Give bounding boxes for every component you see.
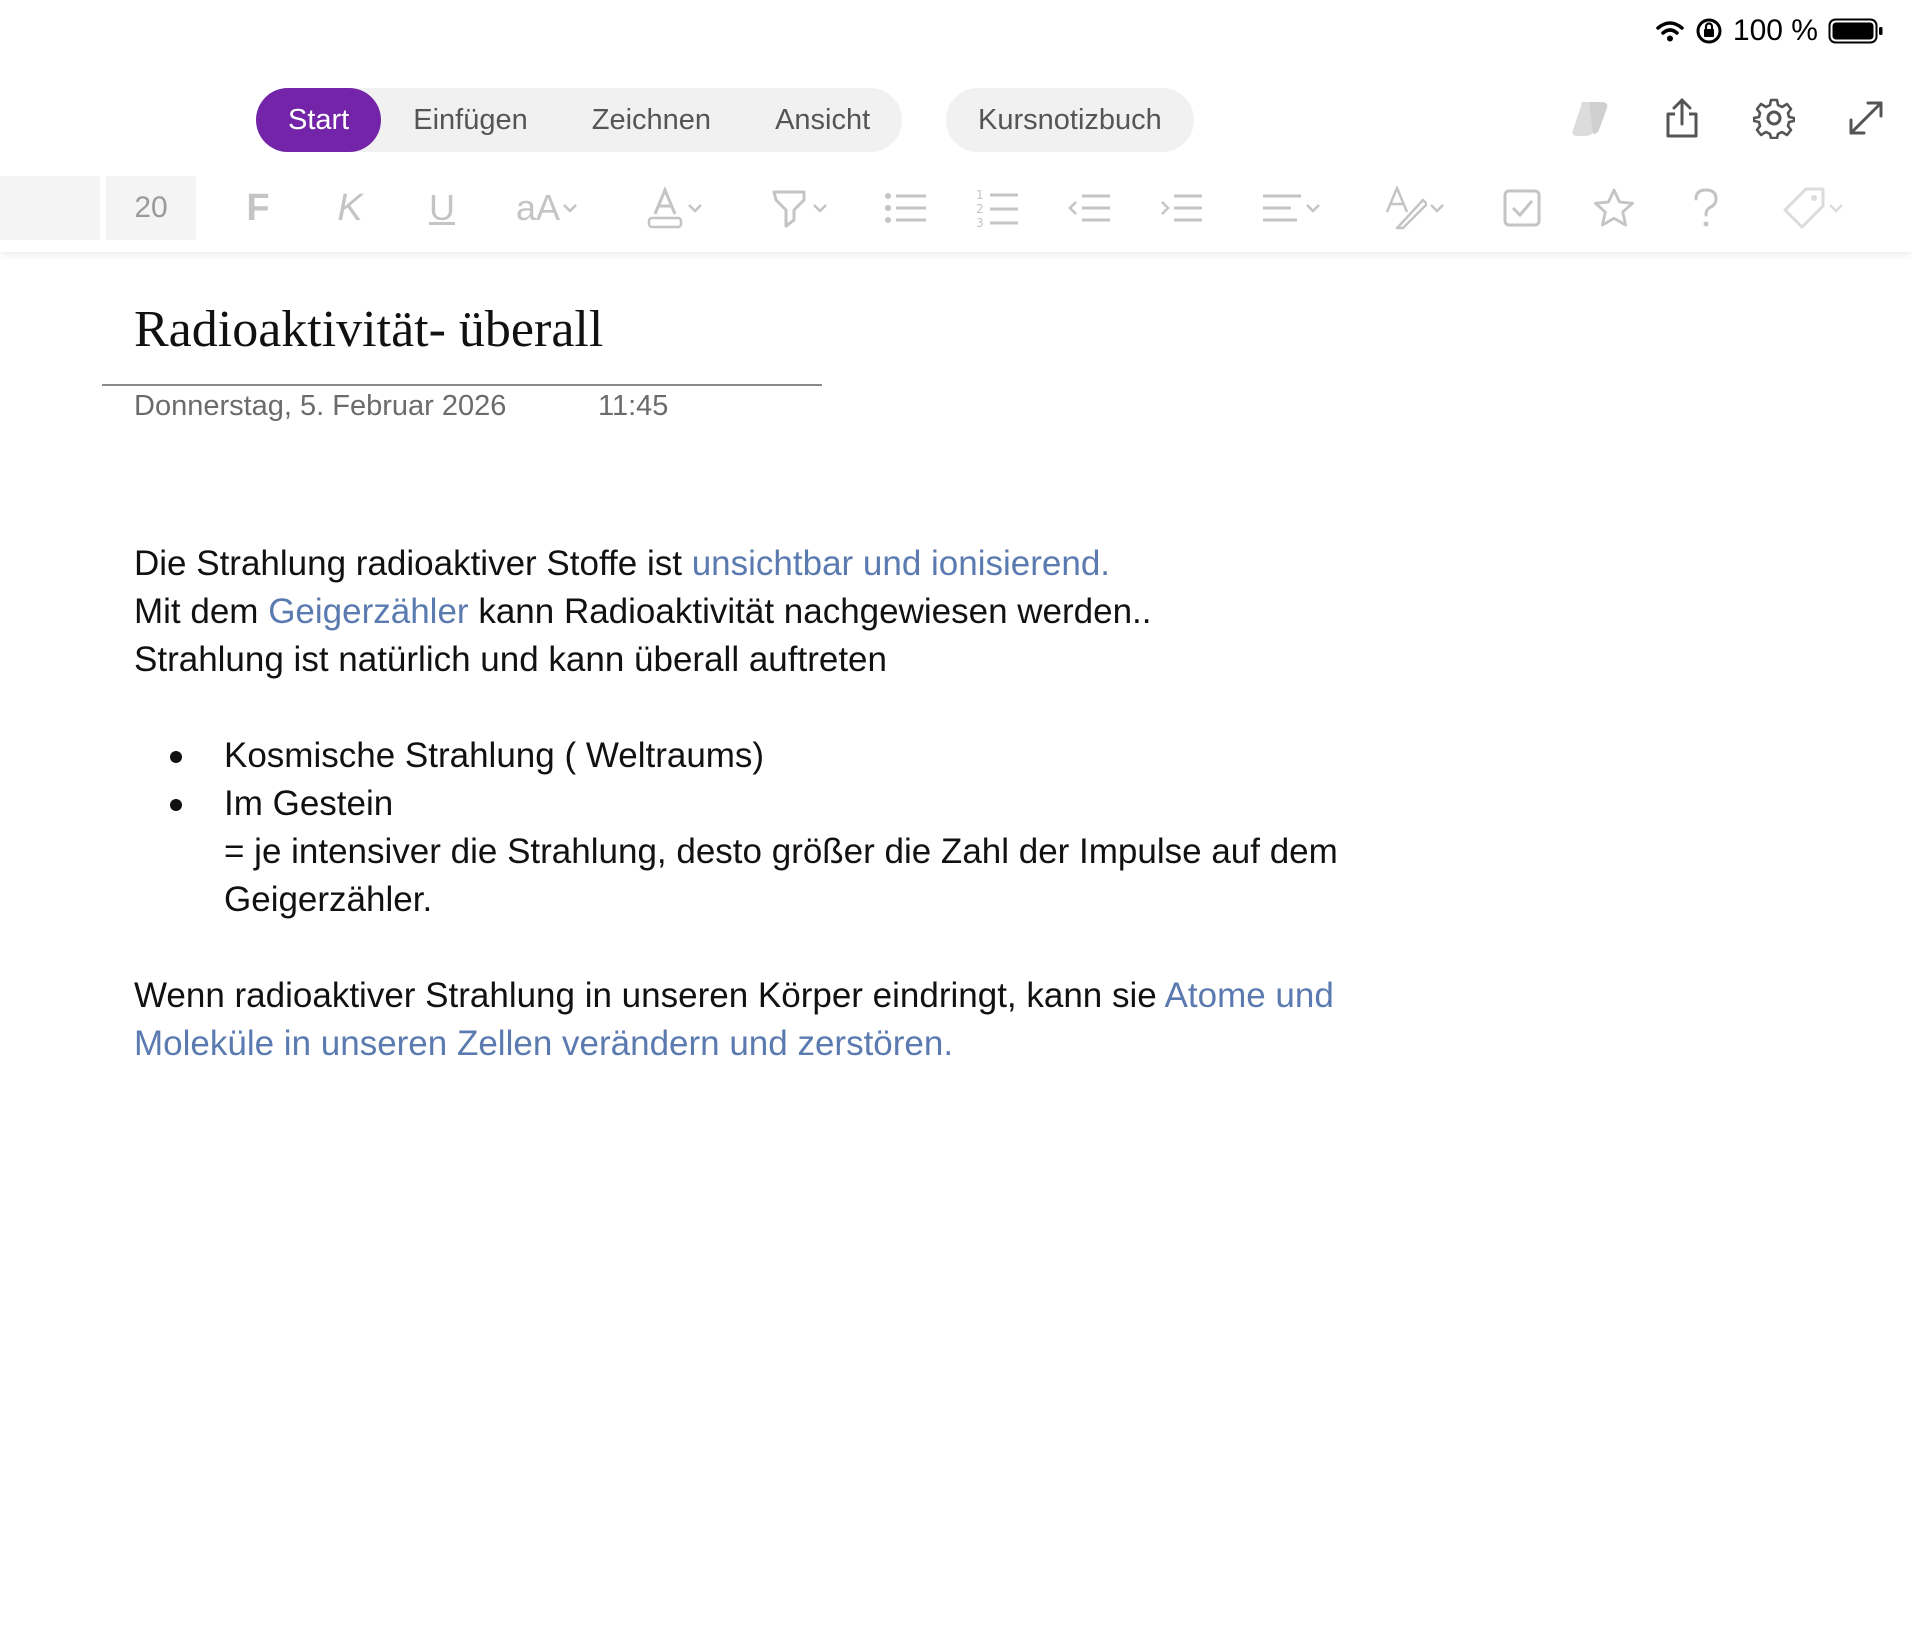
text-size-button[interactable] — [506, 176, 590, 240]
question-icon — [1691, 187, 1721, 229]
note-text: Wenn radioaktiver Strahlung in unseren Körper eindringt, kann sie — [134, 976, 1165, 1015]
bulleted-list-button[interactable] — [884, 176, 928, 240]
chevron-down-icon — [1303, 201, 1323, 215]
copilot-button[interactable] — [1544, 88, 1636, 152]
increase-indent-button[interactable] — [1160, 176, 1204, 240]
text-size-icon: aA — [515, 187, 561, 228]
styles-button[interactable] — [1376, 176, 1456, 240]
tab-start[interactable]: Start — [256, 88, 381, 152]
bullet-dot — [170, 799, 182, 811]
highlighted-text: unsichtbar und ionisierend. — [691, 544, 1111, 583]
copilot-icon — [1567, 98, 1613, 143]
font-color-icon — [645, 186, 685, 230]
note-text: kann Radioaktivität nachgewiesen werden.. — [468, 592, 1152, 631]
bold-icon: F — [246, 186, 270, 229]
list-item-continuation: = je intensiver die Strahlung, desto größer die Zahl der Impulse auf dem Geigerzähler. — [224, 832, 1338, 919]
svg-text:3: 3 — [976, 216, 984, 230]
expand-button[interactable] — [1820, 88, 1912, 152]
page-time: 11:45 — [598, 390, 669, 422]
list-item — [134, 732, 1434, 780]
italic-icon: K — [337, 186, 363, 229]
italic-button[interactable] — [328, 176, 372, 240]
todo-tag-button[interactable] — [1500, 176, 1544, 240]
battery-icon — [1828, 17, 1884, 45]
list-item-text: Im Gestein — [224, 784, 394, 823]
orientation-lock-icon — [1695, 17, 1723, 45]
share-button[interactable] — [1636, 88, 1728, 152]
note-paragraph — [134, 972, 1434, 1068]
chevron-down-icon — [685, 201, 705, 215]
page-title[interactable]: Radioaktivität- überall — [134, 301, 604, 358]
highlighter-button[interactable] — [760, 176, 840, 240]
status-indicators — [1655, 14, 1884, 48]
svg-text:2: 2 — [976, 202, 984, 216]
title-underline — [102, 384, 822, 386]
note-text: Mit dem — [134, 592, 269, 631]
decrease-indent-icon — [1068, 188, 1112, 228]
share-icon — [1662, 96, 1702, 145]
question-tag-button[interactable] — [1686, 176, 1726, 240]
ribbon-tabs-row — [0, 64, 1912, 168]
chevron-down-icon — [1826, 201, 1846, 215]
todo-checkbox-icon — [1502, 188, 1542, 228]
battery-percent: 100 % — [1732, 14, 1818, 47]
bullet-dot — [170, 751, 182, 763]
bullet-list — [134, 732, 1434, 828]
note-paragraph — [134, 540, 1434, 588]
chevron-down-icon — [810, 201, 830, 215]
bulleted-list-icon — [884, 188, 928, 228]
list-item-text: Kosmische Strahlung ( Weltraums) — [224, 736, 765, 775]
decrease-indent-button[interactable] — [1068, 176, 1112, 240]
important-tag-button[interactable] — [1592, 176, 1636, 240]
styles-icon — [1385, 186, 1427, 230]
list-item — [134, 780, 1434, 828]
class-notebook-tab-group — [946, 88, 1194, 152]
chevron-down-icon — [1427, 201, 1447, 215]
formatting-toolbar — [0, 168, 1912, 252]
highlighted-text: Atome und Moleküle in unseren Zellen verändern und zerstören. — [134, 976, 1334, 1063]
underline-button[interactable] — [420, 176, 464, 240]
status-bar — [0, 0, 1912, 64]
tag-button[interactable] — [1774, 176, 1854, 240]
note-text: Die Strahlung radioaktiver Stoffe ist — [134, 544, 692, 583]
paragraph-align-button[interactable] — [1252, 176, 1332, 240]
ribbon-actions — [1544, 88, 1912, 152]
expand-icon — [1846, 98, 1886, 143]
tag-icon — [1782, 186, 1826, 230]
page-date: Donnerstag, 5. Februar 2026 — [134, 390, 507, 422]
paragraph-align-icon — [1261, 188, 1303, 228]
chevron-down-icon — [560, 201, 580, 215]
ribbon-tab-group — [256, 88, 902, 152]
tab-zeichnen[interactable]: Zeichnen — [591, 103, 712, 136]
note-paragraph — [134, 636, 1434, 684]
wifi-icon — [1655, 19, 1685, 43]
bold-button[interactable] — [236, 176, 280, 240]
note-text: Strahlung ist natürlich und kann überall auftreten — [134, 640, 887, 679]
increase-indent-icon — [1160, 188, 1204, 228]
svg-text:1: 1 — [976, 188, 984, 202]
tab-einfuegen[interactable]: Einfügen — [413, 103, 528, 136]
settings-button[interactable] — [1728, 88, 1820, 152]
numbered-list-button[interactable] — [976, 176, 1020, 240]
highlighted-text: Geigerzähler — [268, 592, 469, 631]
important-star-icon — [1592, 187, 1636, 229]
font-size-field[interactable]: 20 — [106, 176, 196, 240]
note-body[interactable] — [134, 540, 1434, 1068]
highlighter-icon — [770, 186, 810, 230]
tab-ansicht[interactable]: Ansicht — [775, 103, 871, 136]
numbered-list-icon — [976, 186, 1020, 230]
underline-icon: U — [429, 187, 455, 228]
settings-gear-icon — [1753, 97, 1795, 144]
tab-kursnotizbuch[interactable]: Kursnotizbuch — [978, 103, 1162, 136]
note-paragraph — [134, 588, 1434, 636]
font-name-field[interactable] — [0, 176, 100, 240]
font-color-button[interactable] — [636, 176, 714, 240]
